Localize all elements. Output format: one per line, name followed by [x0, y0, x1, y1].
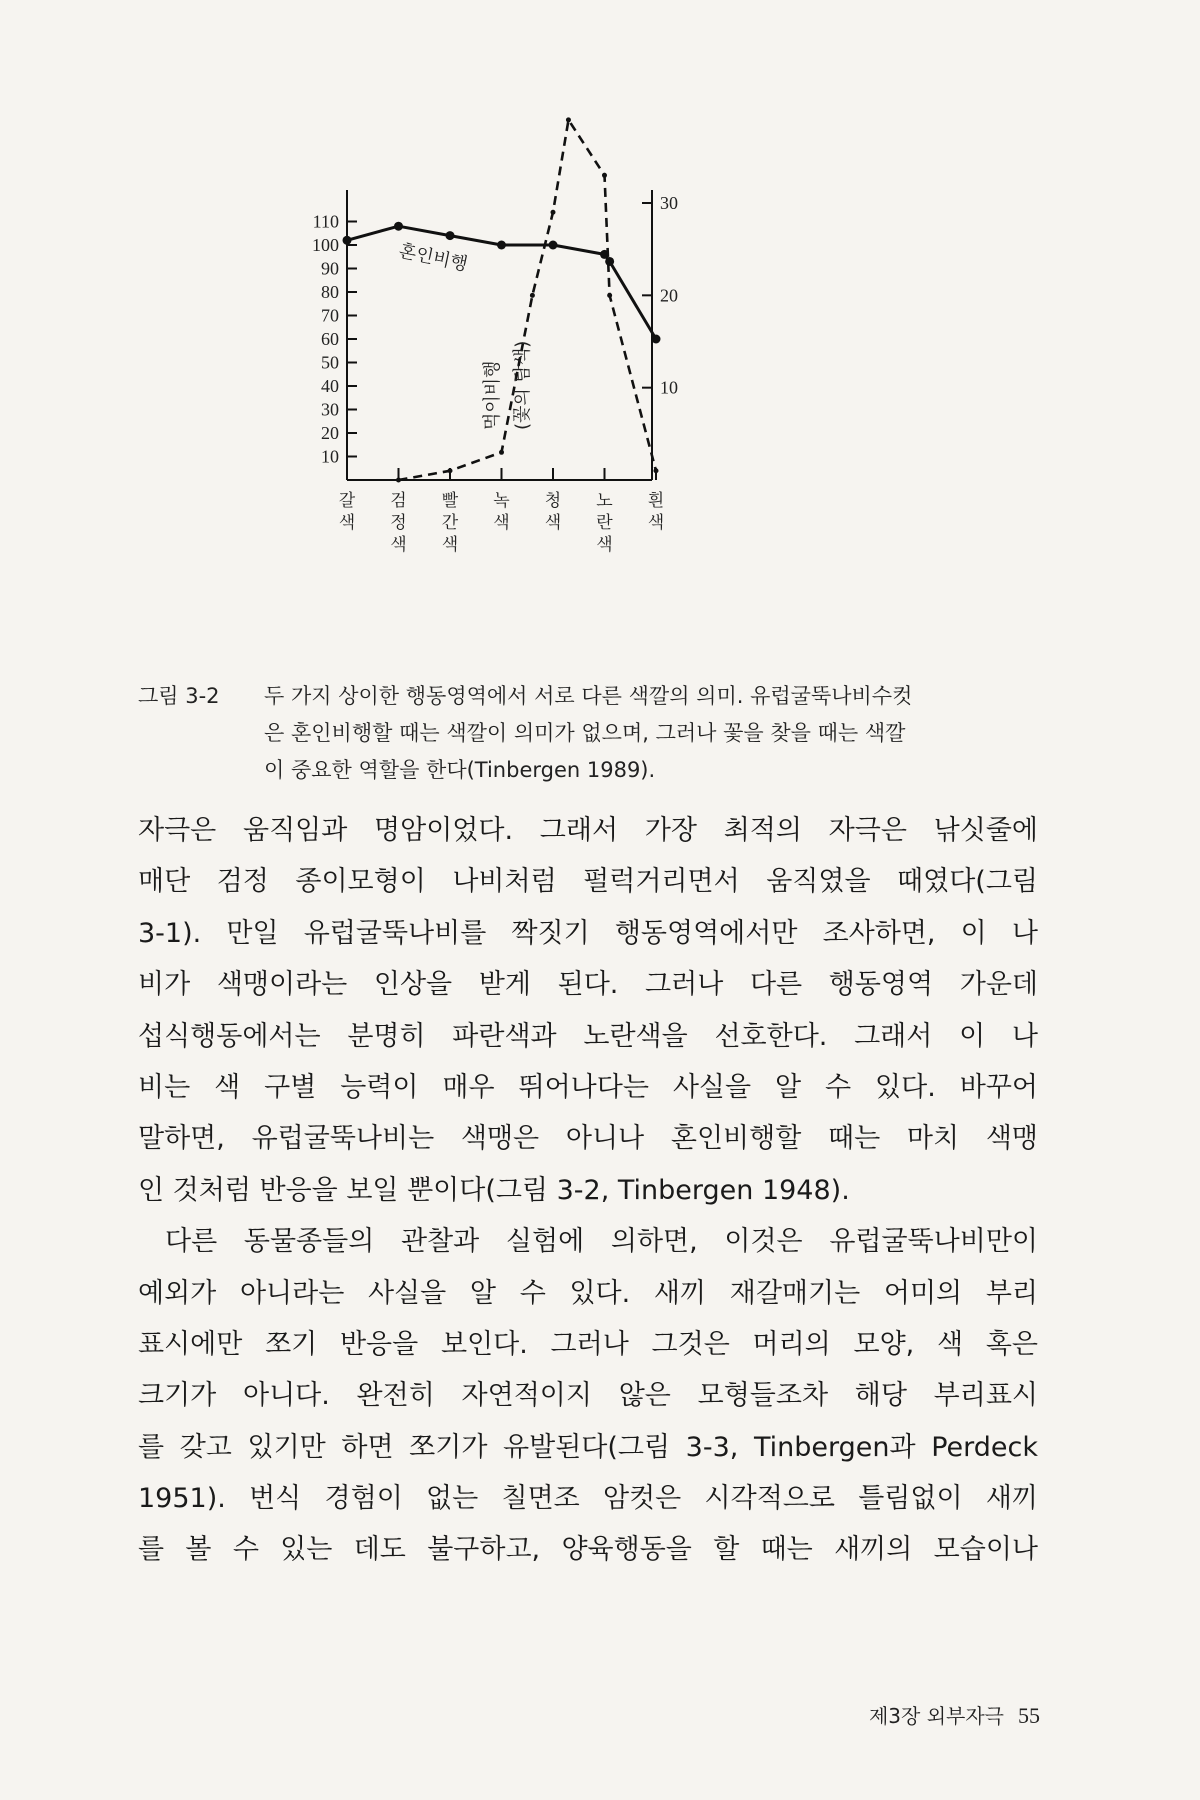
chapter-title: 제3장 외부자극: [868, 1704, 1004, 1728]
body-line: 를 볼 수 있는 데도 불구하고, 양육행동을 할 때는 새끼의 모습이나: [138, 1534, 1038, 1566]
left-tick-label: 70: [321, 305, 339, 326]
body-line: 매단 검정 종이모형이 나비처럼 펄럭거리면서 움직였을 때였다(그림: [138, 866, 1038, 898]
body-line: 3-1). 만일 유럽굴뚝나비를 짝짓기 행동영역에서만 조사하면, 이 나: [138, 917, 1038, 949]
feeding-point: [530, 293, 535, 298]
feeding-point: [499, 450, 504, 455]
category-label: 색: [647, 513, 665, 533]
page-number: 55: [1018, 1703, 1040, 1728]
left-tick-label: 40: [321, 376, 339, 396]
left-tick-label: 80: [321, 282, 339, 302]
mating-point: [652, 335, 661, 344]
figure-3-2: [0, 0, 1200, 650]
right-tick-label: 20: [660, 285, 678, 306]
left-tick-label: 20: [321, 423, 339, 443]
caption-line: 은 혼인비행할 때는 색깔이 의미가 없으며, 그러나 꽃을 찾을 때는 색깔: [264, 721, 906, 745]
category-label: 노: [596, 491, 613, 511]
body-line: 비가 색맹이라는 인상을 받게 된다. 그러나 다른 행동영역 가운데: [138, 969, 1038, 1001]
left-tick-label: 30: [321, 399, 339, 420]
body-line: 크기가 아니다. 완전히 자연적이지 않은 모형들조차 해당 부리표시: [138, 1380, 1038, 1412]
caption-line: 두 가지 상이한 행동영역에서 서로 다른 색깔의 의미. 유럽굴뚝나비수컷: [264, 684, 913, 708]
feeding-point: [566, 117, 571, 122]
mating-point: [605, 257, 614, 266]
line-chart: [0, 0, 1200, 650]
body-line: 예외가 아니라는 사실을 알 수 있다. 새끼 재갈매기는 어미의 부리: [138, 1277, 1038, 1309]
feeding-point: [607, 293, 612, 298]
left-tick-label: 60: [321, 329, 339, 349]
body-line: 섭식행동에서는 분명히 파란색과 노란색을 선호한다. 그래서 이 나: [138, 1020, 1038, 1052]
figure-caption: [138, 678, 1038, 789]
feeding-point: [602, 173, 607, 178]
category-label: 청: [544, 491, 562, 511]
category-label: 빨: [441, 491, 459, 511]
body-line: 말하면, 유럽굴뚝나비는 색맹은 아니나 혼인비행할 때는 마치 색맹: [138, 1123, 1038, 1155]
mating-point: [446, 231, 455, 240]
feeding-flight-label: (꽃의 탐색): [512, 340, 533, 430]
left-tick-label: 10: [321, 446, 339, 467]
body-text: [138, 805, 1038, 1576]
mating-point: [497, 241, 506, 250]
body-line: 인 것처럼 반응을 보일 뿐이다(그림 3-2, Tinbergen 1948).: [138, 1174, 850, 1206]
left-tick-label: 110: [312, 211, 339, 232]
left-tick-label: 50: [321, 352, 339, 373]
category-label: 검: [390, 491, 407, 511]
category-label: 색: [338, 513, 356, 533]
feeding-point: [448, 468, 453, 473]
category-label: 정: [390, 513, 407, 533]
category-label: 색: [544, 513, 562, 533]
category-label: 색: [493, 513, 510, 533]
category-label: 색: [596, 535, 613, 555]
category-label: 색: [441, 535, 459, 555]
caption-label: 그림 3-2: [138, 684, 220, 708]
right-tick-label: 30: [660, 193, 678, 213]
mating-flight-label: 혼인비행: [396, 240, 470, 276]
mating-point: [549, 241, 558, 250]
category-label: 색: [390, 535, 407, 555]
category-label: 란: [596, 513, 613, 533]
body-line: 를 갖고 있기만 하면 쪼기가 유발된다(그림 3-3, Tinbergen과 Perdeck: [138, 1431, 1038, 1463]
body-line: 다른 동물종들의 관찰과 실험에 의하면, 이것은 유럽굴뚝나비만이: [165, 1226, 1038, 1258]
category-label: 녹: [493, 491, 510, 511]
feeding-point: [654, 468, 659, 473]
body-line: 표시에만 쪼기 반응을 보인다. 그러나 그것은 머리의 모양, 색 혹은: [138, 1328, 1038, 1360]
mating-point: [343, 236, 352, 245]
feeding-flight-label: 먹이비행: [482, 360, 503, 430]
mating-point: [394, 222, 403, 231]
category-label: 흰: [647, 491, 665, 511]
page-footer: [780, 1700, 1040, 1729]
caption-line: 이 중요한 역할을 한다(Tinbergen 1989).: [264, 758, 656, 782]
feeding-point: [396, 478, 401, 483]
left-tick-label: 100: [312, 235, 339, 255]
right-tick-label: 10: [660, 377, 678, 398]
body-line: 1951). 번식 경험이 없는 칠면조 암컷은 시각적으로 틀림없이 새끼: [138, 1483, 1038, 1515]
category-label: 간: [441, 513, 459, 533]
left-tick-label: 90: [321, 258, 339, 279]
category-label: 갈: [338, 491, 356, 511]
feeding-point: [551, 210, 556, 215]
body-line: 자극은 움직임과 명암이었다. 그래서 가장 최적의 자극은 낚싯줄에: [138, 815, 1038, 846]
body-line: 비는 색 구별 능력이 매우 뛰어나다는 사실을 알 수 있다. 바꾸어: [138, 1071, 1038, 1103]
